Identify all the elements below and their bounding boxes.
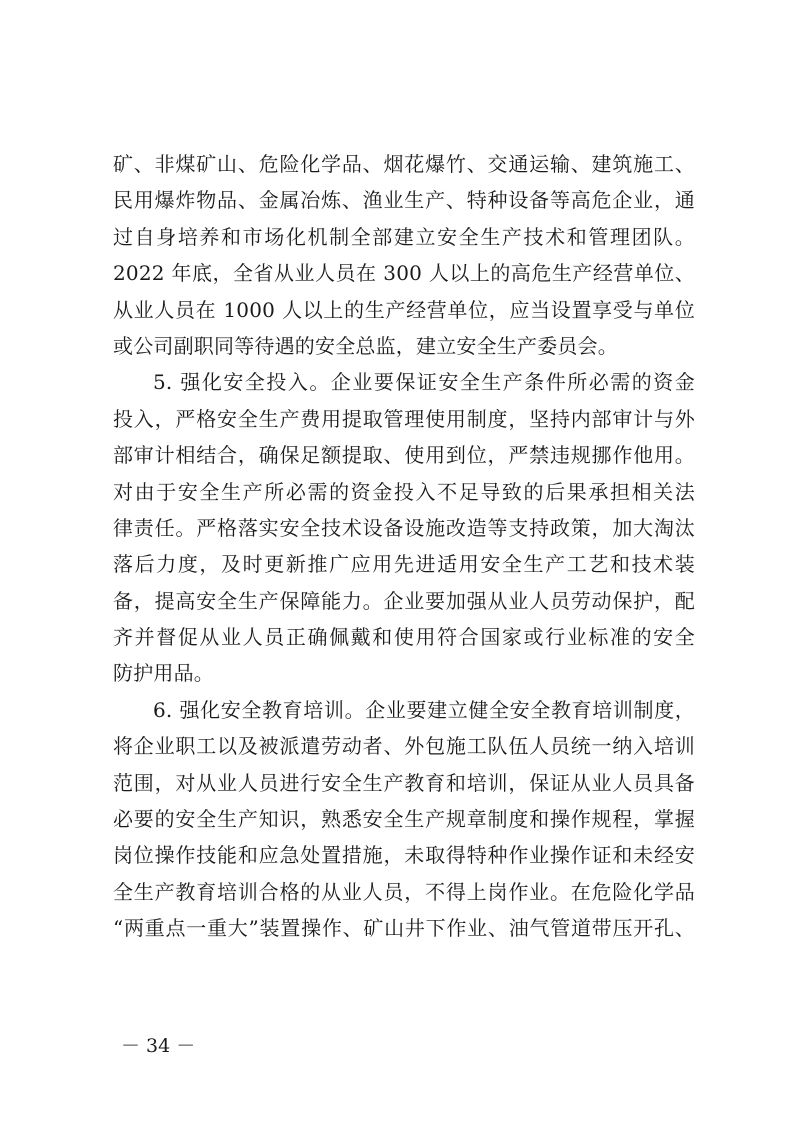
text-line: 律责任。严格落实安全技术设备设施改造等支持政策，加大淘汰 (113, 515, 695, 540)
text-line: 防护用品。 (113, 661, 214, 686)
text-line: “两重点一重大”装置操作、矿山井下作业、油气管道带压开孔、 (113, 916, 695, 941)
text-line: 或公司副职同等待遇的安全总监，建立安全生产委员会。 (113, 333, 618, 358)
text-line: 全生产教育培训合格的从业人员，不得上岗作业。在危险化学品 (113, 879, 695, 904)
text-line: 备，提高安全生产保障能力。企业要加强从业人员劳动保护，配 (113, 588, 695, 613)
text-line: 部审计相结合，确保足额提取、使用到位，严禁违规挪作他用。 (113, 443, 695, 468)
text-line: 必要的安全生产知识，熟悉安全生产规章制度和操作规程，掌握 (113, 807, 695, 832)
text-line: 岗位操作技能和应急处置措施，未取得特种作业操作证和未经安 (113, 843, 695, 868)
text-line: 从业人员在 1000 人以上的生产经营单位，应当设置享受与单位 (113, 297, 695, 322)
text-line: 2022 年底，全省从业人员在 300 人以上的高危生产经营单位、 (113, 261, 695, 286)
text-line: 投入，严格安全生产费用提取管理使用制度，坚持内部审计与外 (113, 406, 695, 431)
text-line: 齐并督促从业人员正确佩戴和使用符合国家或行业标准的安全 (113, 625, 695, 650)
page-number: － 34 － (121, 1035, 196, 1057)
text-line: 6. 强化安全教育培训。企业要建立健全安全教育培训制度， (153, 697, 695, 722)
text-line: 民用爆炸物品、金属冶炼、渔业生产、特种设备等高危企业，通 (113, 188, 695, 213)
document-body (113, 146, 695, 947)
text-line: 矿、非煤矿山、危险化学品、烟花爆竹、交通运输、建筑施工、 (113, 152, 695, 176)
text-line: 将企业职工以及被派遣劳动者、外包施工队伍人员统一纳入培训 (113, 734, 695, 759)
paragraph-item-5 (113, 364, 695, 692)
paragraph-continuation (113, 146, 695, 364)
text-line: 范围，对从业人员进行安全生产教育和培训，保证从业人员具备 (113, 770, 695, 795)
text-line: 5. 强化安全投入。企业要保证安全生产条件所必需的资金 (153, 370, 695, 395)
text-line: 落后力度，及时更新推广应用先进适用安全生产工艺和技术装 (113, 552, 695, 577)
text-line: 对由于安全生产所必需的资金投入不足导致的后果承担相关法 (113, 479, 695, 504)
text-line: 过自身培养和市场化机制全部建立安全生产技术和管理团队。 (113, 224, 695, 249)
paragraph-item-6 (113, 692, 695, 947)
